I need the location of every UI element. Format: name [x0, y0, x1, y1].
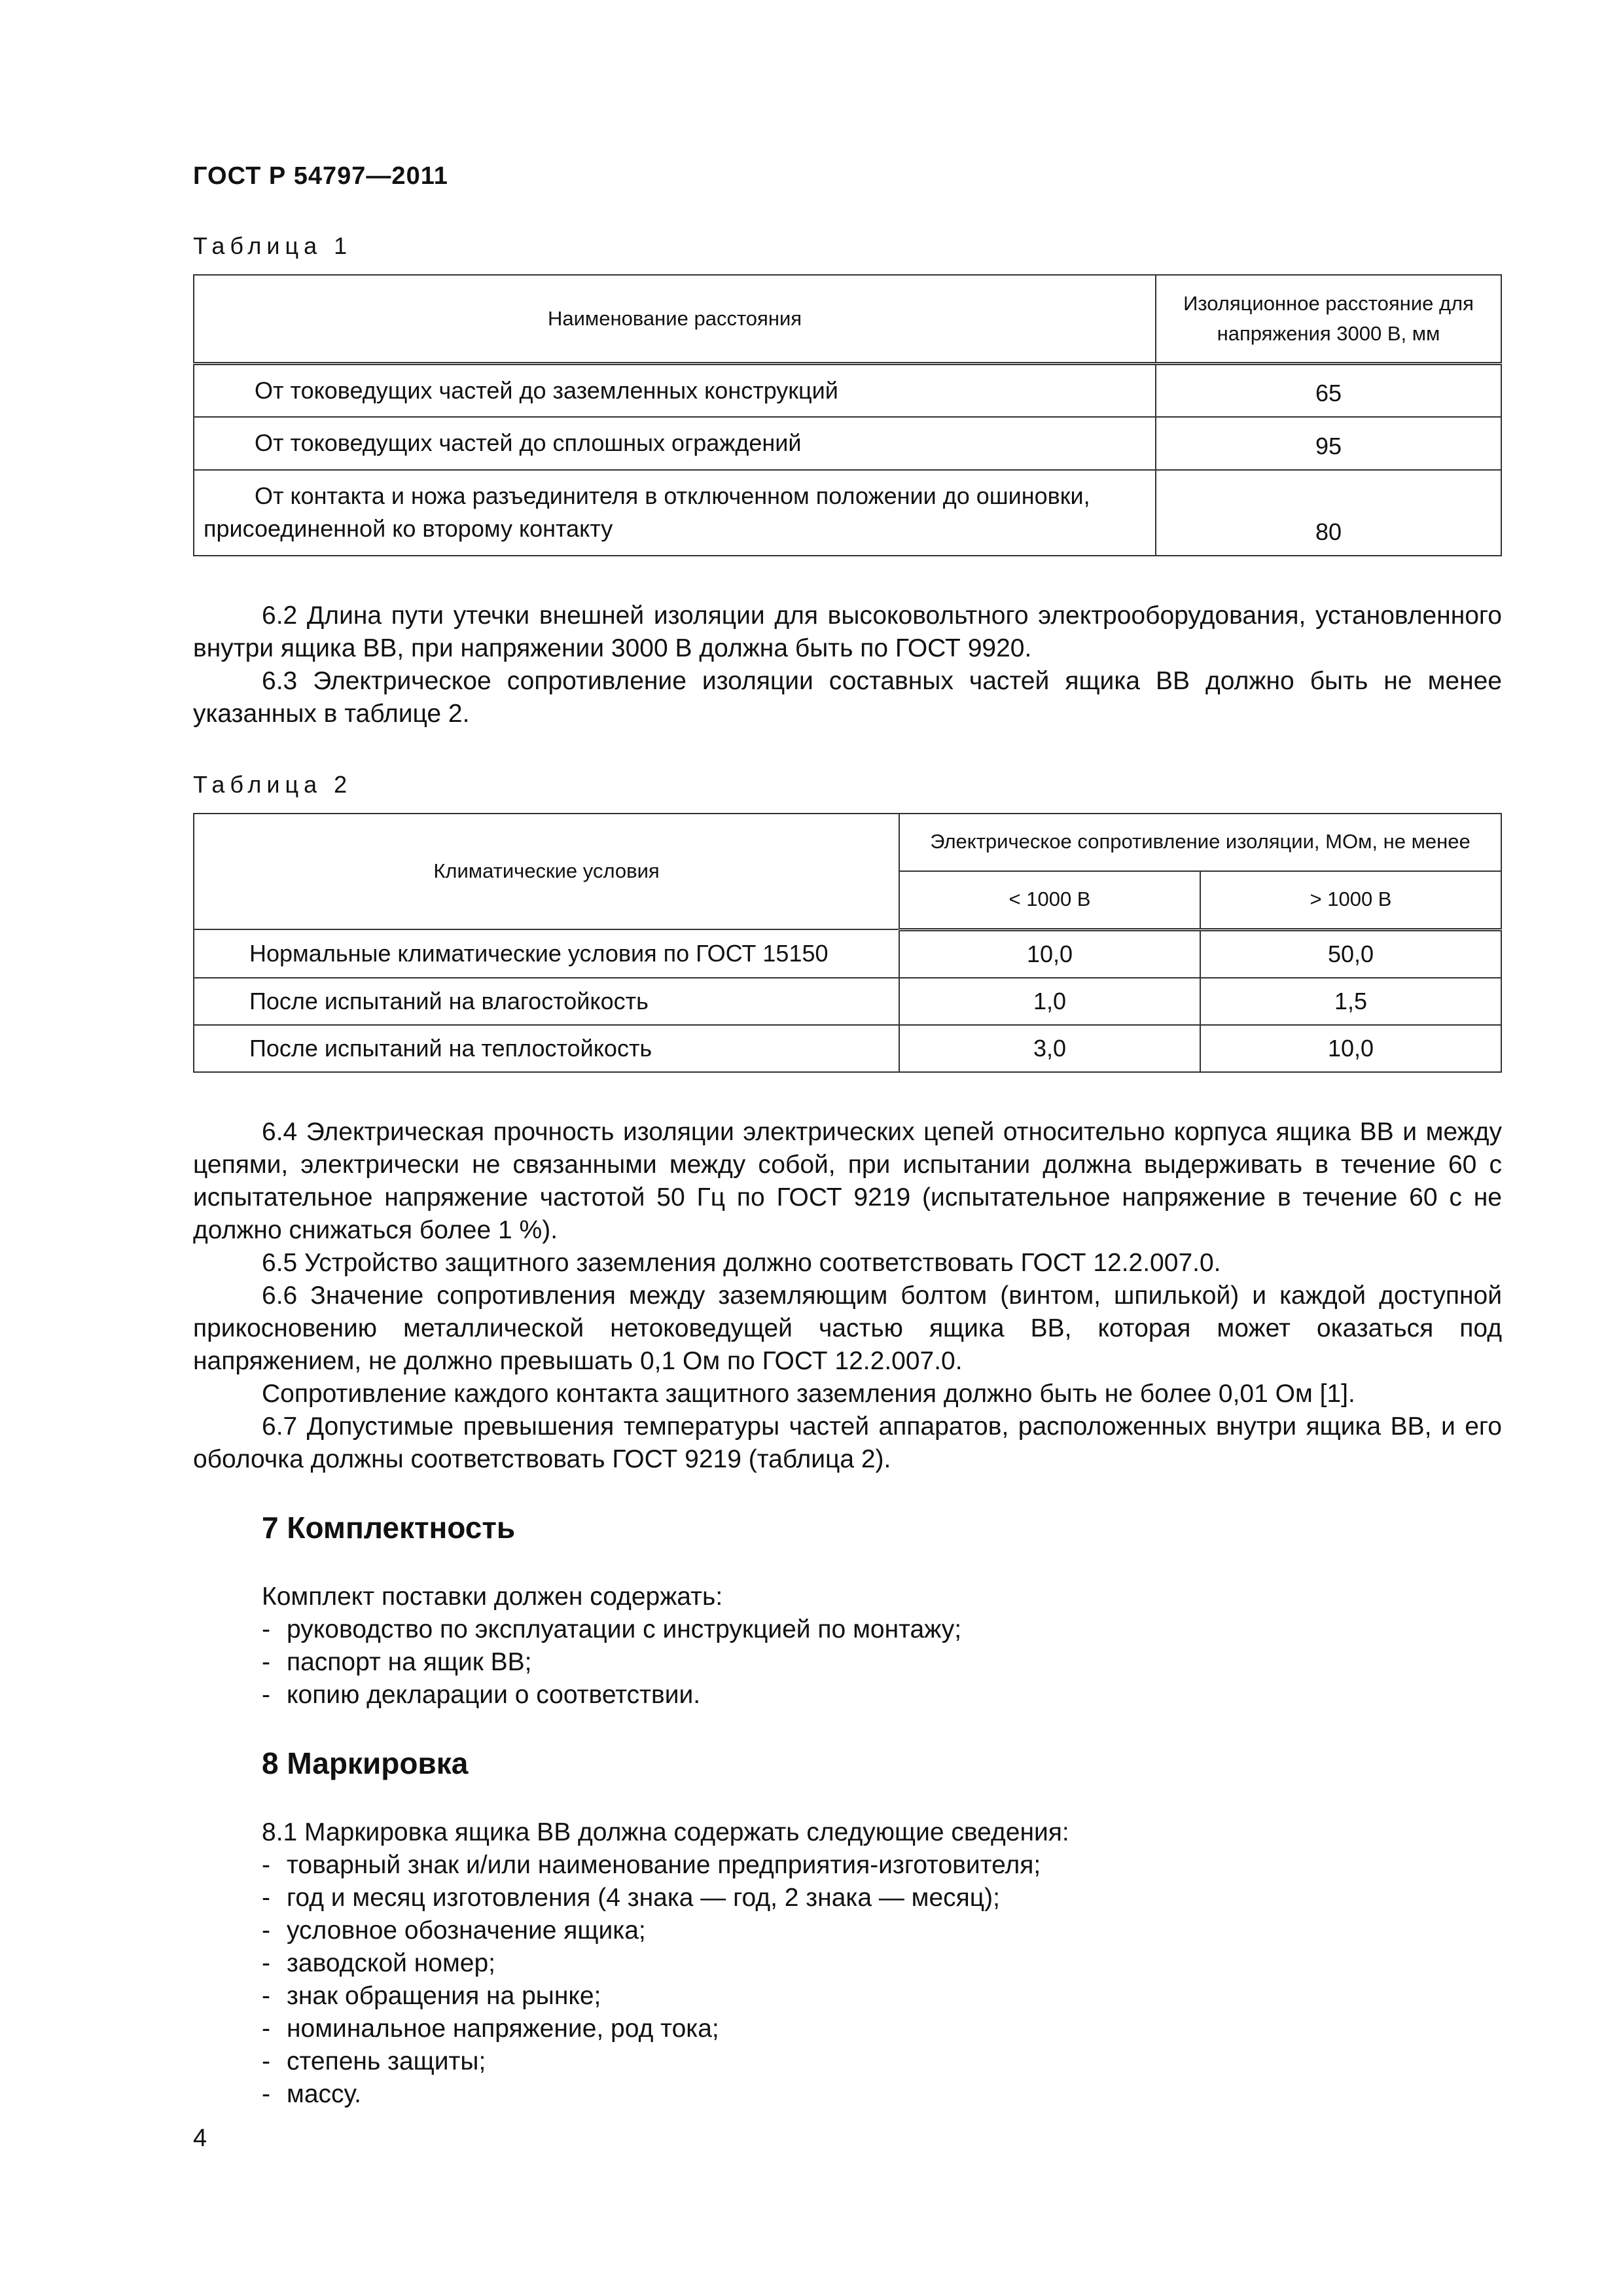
table2-head-high-voltage: > 1000 В	[1200, 871, 1501, 930]
section-8-title: 8 Маркировка	[262, 1746, 469, 1780]
table2-head-resistance: Электрическое сопротивление изоляции, МОм, не менее	[899, 814, 1501, 871]
table2-cell-condition: После испытаний на теплостойкость	[194, 1025, 899, 1072]
clause-6-6-continued: Сопротивление каждого контакта защитного заземления должно быть не более 0,01 Ом [1].	[262, 1379, 1355, 1408]
table-row	[194, 978, 1501, 1025]
table2-cell-low: 1,0	[899, 978, 1200, 1025]
clause-6-2: 6.2 Длина пути утечки внешней изоляции для высоковольтного электрооборудования, установленного внутри ящика ВВ, при напряжении 3000 В должна быть по ГОСТ 9920.	[193, 601, 1502, 662]
spacer	[193, 556, 1502, 600]
list-item: - массу.	[262, 2078, 1502, 2111]
table1-cell-name	[194, 470, 1156, 556]
page-content	[193, 162, 1502, 2111]
table1-name-text: От токоведущих частей до заземленных конструкций	[255, 377, 838, 404]
clause-6-3: 6.3 Электрическое сопротивление изоляции составных частей ящика ВВ должно быть не менее указанных в таблице 2.	[193, 666, 1502, 728]
table2-cell-low: 10,0	[899, 929, 1200, 978]
table2-cell-high: 1,5	[1200, 978, 1501, 1025]
table1-cell-value: 80	[1156, 470, 1501, 556]
spacer	[193, 1073, 1502, 1116]
section-8-list	[262, 1849, 1502, 2111]
clause-6-5: 6.5 Устройство защитного заземления должно соответствовать ГОСТ 12.2.007.0.	[262, 1248, 1221, 1277]
table-row	[194, 417, 1501, 469]
table1-name-text: От токоведущих частей до сплошных ограждений	[255, 429, 802, 457]
list-item: - товарный знак и/или наименование предприятия-изготовителя;	[262, 1849, 1502, 1882]
table1-cell-name	[194, 417, 1156, 469]
table1-name-line1: От контакта и ножа разъединителя в отключенном положении до ошиновки,	[255, 482, 1090, 509]
list-item: - год и месяц изготовления (4 знака — год, 2 знака — месяц);	[262, 1882, 1502, 1914]
clause-6-6: 6.6 Значение сопротивления между заземляющим болтом (винтом, шпилькой) и каждой доступной прикосновению металлической нетоковедущей частью ящика ВВ, которая может оказаться под напряжением, не должно превышать 0,1 Ом по ГОСТ 12.2.007.0.	[193, 1281, 1502, 1375]
section-8-intro: 8.1 Маркировка ящика ВВ должна содержать следующие сведения:	[262, 1818, 1069, 1846]
spacer	[193, 730, 1502, 771]
table2-cell-condition: Нормальные климатические условия по ГОСТ 15150	[194, 929, 899, 978]
table1-cell-value: 65	[1156, 364, 1501, 418]
list-item: - паспорт на ящик ВВ;	[262, 1646, 1502, 1679]
clause-6-7: 6.7 Допустимые превышения температуры частей аппаратов, расположенных внутри ящика ВВ, и его оболочка должны соответствовать ГОСТ 9219 (таблица 2).	[193, 1412, 1502, 1473]
table1-head-clearance-line2: напряжения 3000 В, мм	[1217, 322, 1440, 345]
table-row	[194, 364, 1501, 418]
table1-name-line2: присоединенной ко второму контакту	[204, 515, 613, 543]
list-item: - степень защиты;	[262, 2045, 1502, 2078]
table2-caption: Таблица 2	[193, 770, 353, 798]
list-item: - руководство по эксплуатации с инструкцией по монтажу;	[262, 1613, 1502, 1646]
table1-cell-name	[194, 364, 1156, 418]
table2-cell-condition: После испытаний на влагостойкость	[194, 978, 899, 1025]
table2-cell-low: 3,0	[899, 1025, 1200, 1072]
table2-head-low-voltage: < 1000 В	[899, 871, 1200, 930]
standard-header: ГОСТ Р 54797—2011	[193, 162, 448, 190]
list-item: - условное обозначение ящика;	[262, 1914, 1502, 1947]
table1-head-name: Наименование расстояния	[194, 275, 1156, 364]
section-7-list	[262, 1613, 1502, 1712]
table2-cell-high: 50,0	[1200, 929, 1501, 978]
table-row	[194, 1025, 1501, 1072]
table2	[193, 813, 1502, 1073]
table2-head-condition: Климатические условия	[194, 814, 899, 930]
table2-cell-high: 10,0	[1200, 1025, 1501, 1072]
table1	[193, 274, 1502, 556]
list-item: - копию декларации о соответствии.	[262, 1679, 1502, 1712]
table1-cell-value: 95	[1156, 417, 1501, 469]
list-item: - знак обращения на рынке;	[262, 1980, 1502, 2013]
table1-caption: Таблица 1	[193, 232, 353, 259]
table-row	[194, 470, 1501, 556]
table-row	[194, 929, 1501, 978]
clause-6-4: 6.4 Электрическая прочность изоляции электрических цепей относительно корпуса ящика ВВ и между цепями, электрически не связанными между собой, при испытании должна выдерживать в течение 60 с испытательное напряжение частотой 50 Гц по ГОСТ 9219 (испытательное напряжение в течение 60 с не должно снижаться более 1 %).	[193, 1117, 1502, 1244]
page-number: 4	[193, 2125, 207, 2152]
list-item: - номинальное напряжение, род тока;	[262, 2013, 1502, 2045]
table1-head-clearance	[1156, 275, 1501, 364]
list-item: - заводской номер;	[262, 1947, 1502, 1980]
section-7-intro: Комплект поставки должен содержать:	[262, 1582, 723, 1611]
table1-head-clearance-line1: Изоляционное расстояние для	[1183, 291, 1474, 315]
section-7-title: 7 Комплектность	[262, 1510, 516, 1545]
